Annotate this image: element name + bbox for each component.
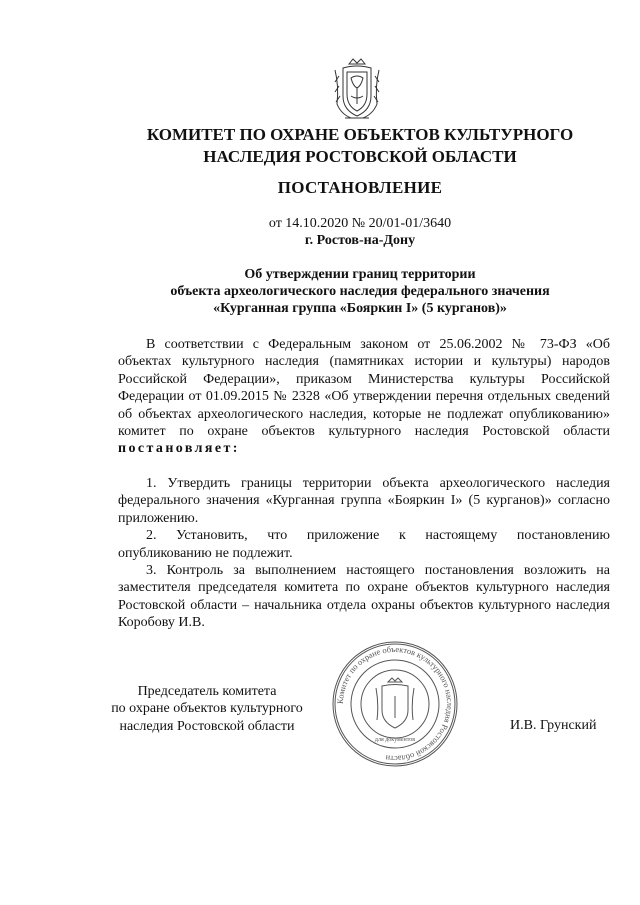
signatory-position [92,683,322,735]
signatory-position-line3: наследия Ростовской области [119,718,295,734]
document-date-number: от 14.10.2020 № 20/01-01/3640 [268,216,452,231]
subject-line1: Об утверждении границ территории [244,267,476,282]
seal-outer-text: Комитет по охране объектов культурного наследия Ростовской области [335,644,455,764]
document-type: ПОСТАНОВЛЕНИЕ [277,178,443,197]
resolution-item-2: 2. Установить, что приложение к настоящему постановлению опубликованию не подлежит. [118,528,610,561]
intro-paragraph [118,336,610,458]
organization-name-line2: НАСЛЕДИЯ РОСТОВСКОЙ ОБЛАСТИ [203,147,517,166]
organization-name-line1: КОМИТЕТ ПО ОХРАНЕ ОБЪЕКТОВ КУЛЬТУРНОГО [146,125,574,144]
intro-text: В соответствии с Федеральным законом от 25.06.2002 № 73-ФЗ «Об объектах культурного наследия (памятниках истории и культуры) народов Российской Федерации», приказом Министерства культуры Российской Федерации от 01.09.2015 № 2328 «Об утверждении перечня отдельных сведений об объектах археологического наследия, которые не подлежат опубликованию» комитет по охране объектов культурного наследия Ростовской области [118,337,610,440]
resolution-item-3: 3. Контроль за выполнением настоящего постановления возложить на заместителя председателя комитета по охране объектов культурного наследия Ростовской области – начальника отдела охраны объектов культурного наследия Коробову И.В. [118,563,610,631]
resolves-word: постановляет: [118,441,240,457]
seal-inner-text: для документов [374,737,416,743]
subject-line3: «Курганная группа «Бояркин I» (5 курганов)» [213,301,507,316]
signatory-position-line2: по охране объектов культурного [111,701,303,717]
official-seal-icon [330,640,460,768]
resolution-item-1: 1. Утвердить границы территории объекта археологического наследия федерального значения «Курганная группа «Бояркин I» (5 курганов)» согласно приложению. [118,476,610,526]
document-subject [120,266,600,317]
signatory-position-line1: Председатель комитета [137,684,277,699]
organization-name [120,124,600,168]
subject-line2: объекта археологического наследия федерального значения [170,284,550,299]
resolution-items [118,475,610,632]
signatory-name: И.В. Грунский [510,718,597,733]
document-city: г. Ростов-на-Дону [304,233,416,248]
coat-of-arms-icon [331,56,383,122]
